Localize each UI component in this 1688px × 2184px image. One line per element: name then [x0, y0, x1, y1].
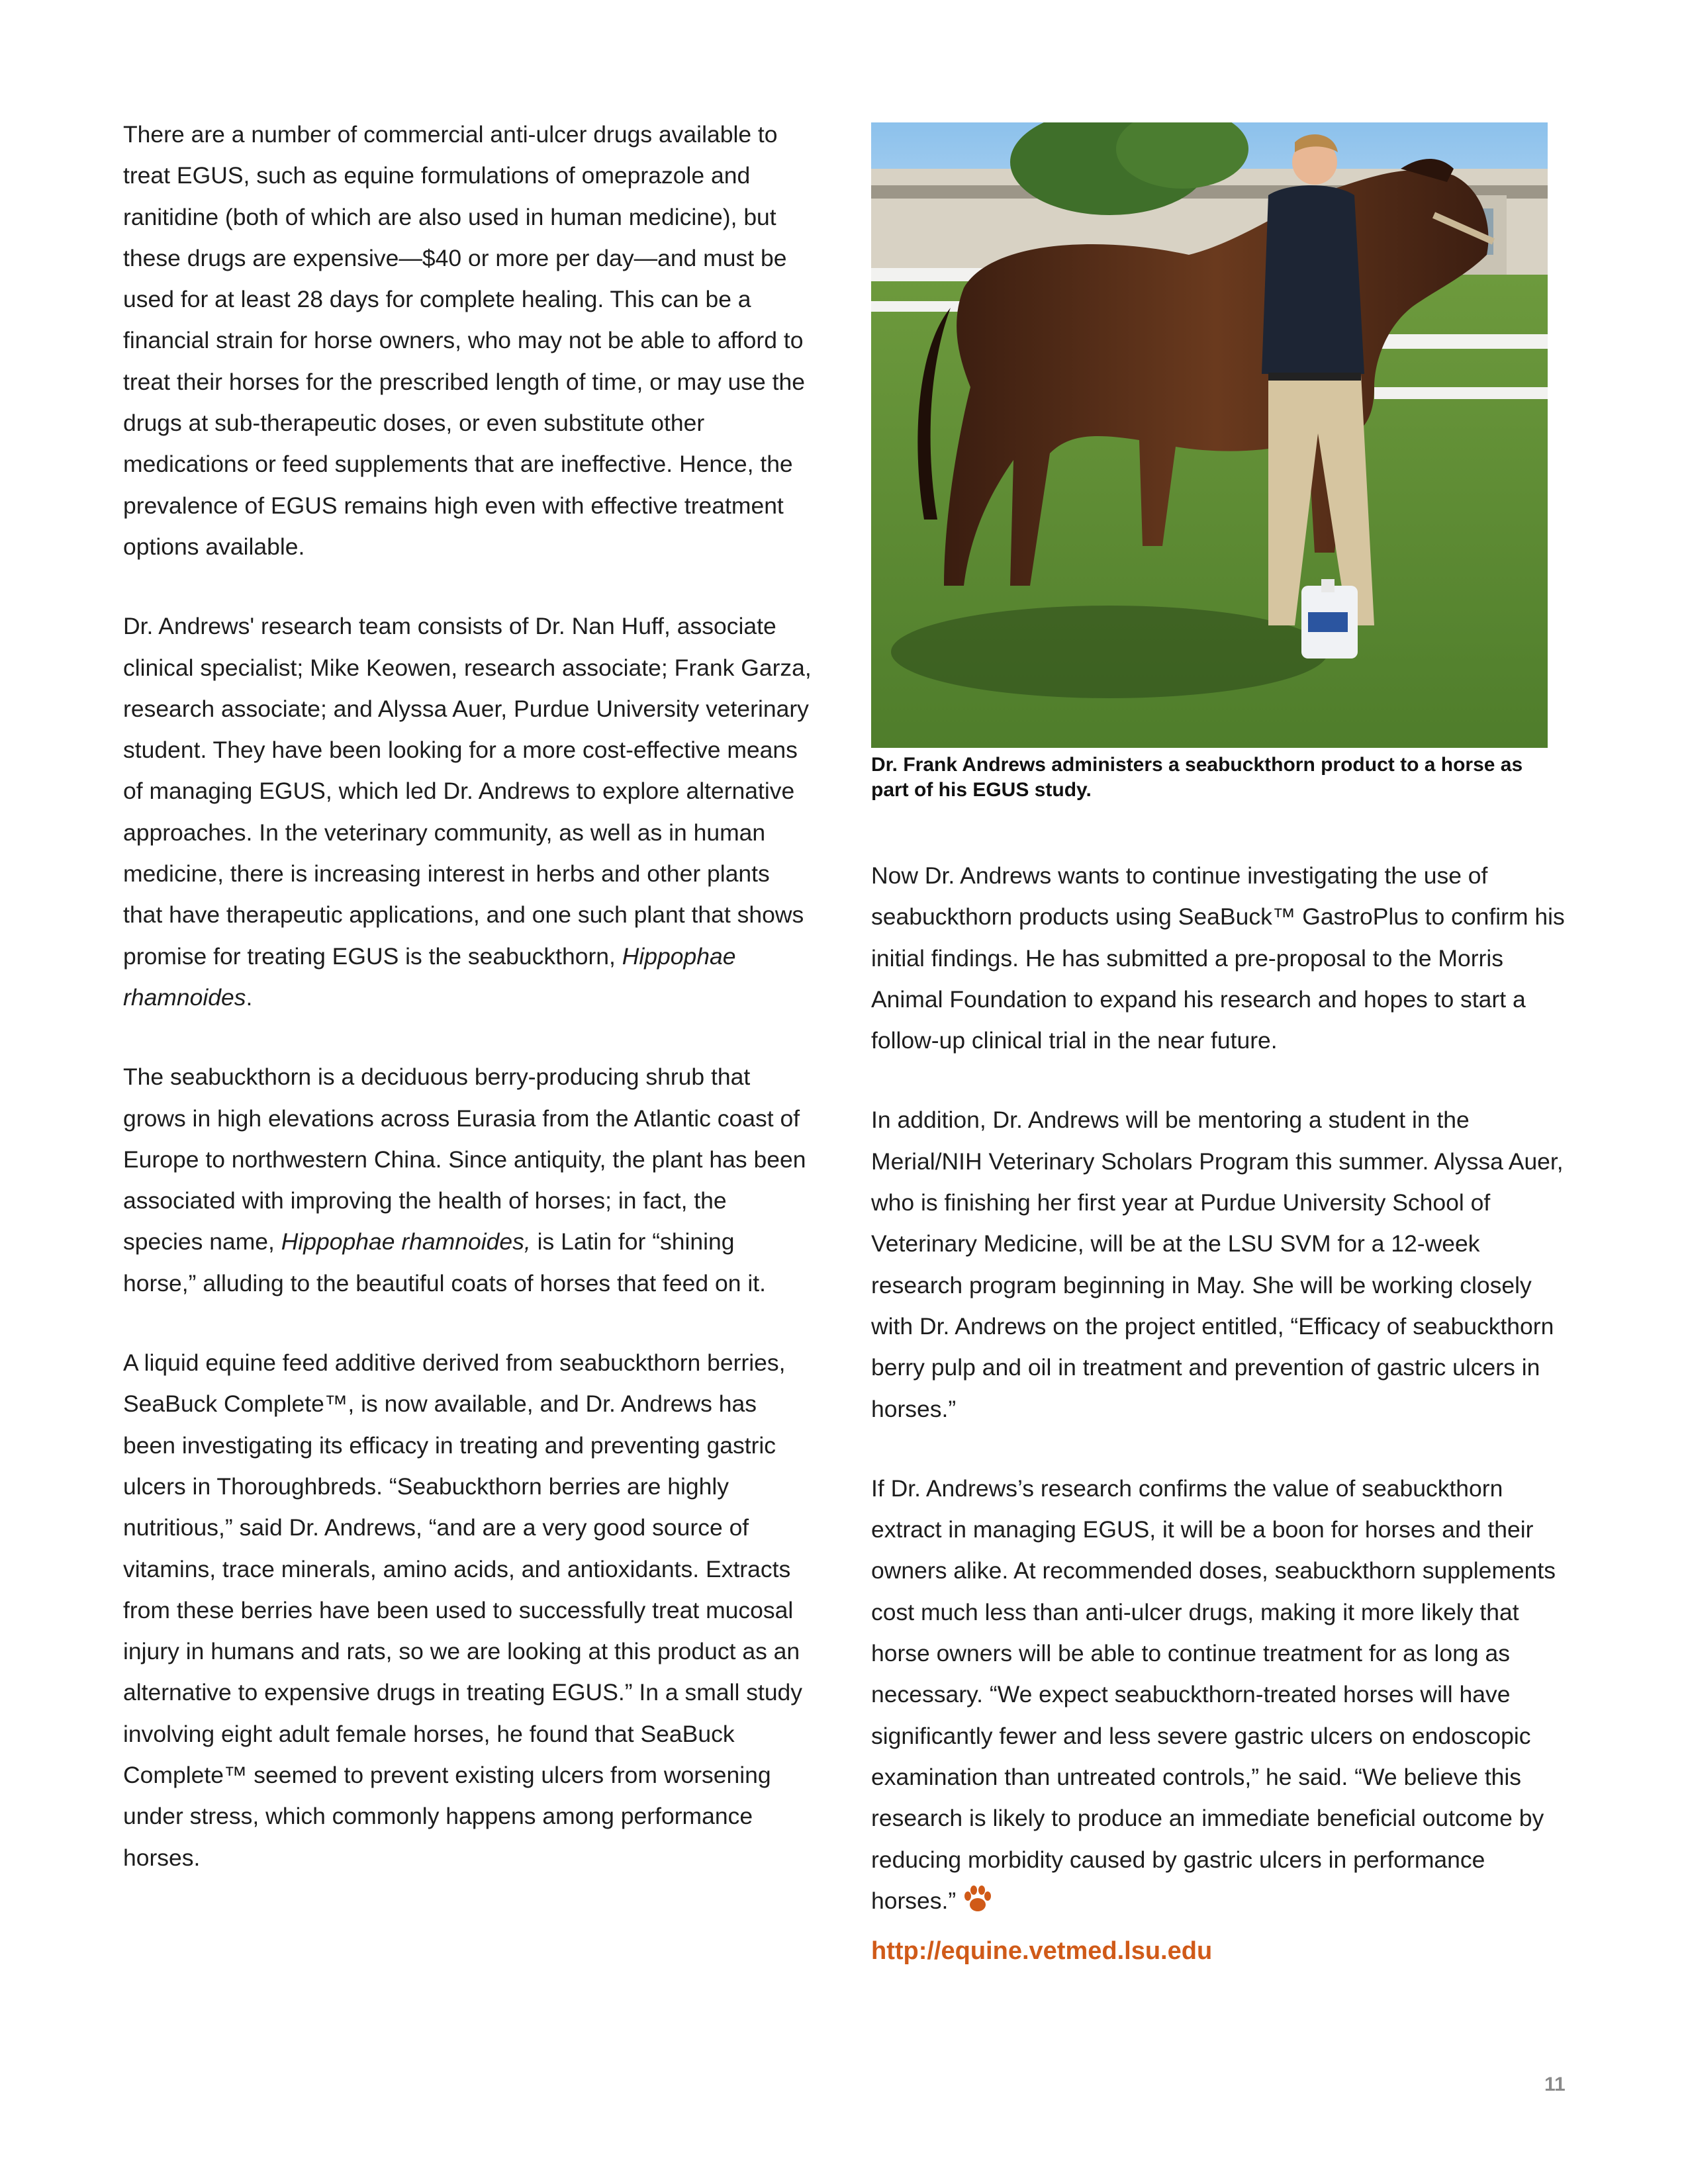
page-number: 11: [1544, 2073, 1566, 2095]
website-link[interactable]: http://equine.vetmed.lsu.edu: [871, 1937, 1213, 1966]
left-column: [123, 114, 812, 1878]
paragraph-mentoring: In addition, Dr. Andrews will be mentoring a student in the Merial/NIH Veterinary Scholars Program this summer. Alyssa Auer, who is finishing her first year at Purdue University School of Veterinary Medicine, will be at the LSU SVM for a 12-week research program beginning in May. She will be working closely with Dr. Andrews on the project entitled, “Efficacy of seabuckthorn berry pulp and oil in treatment and prevention of gastric ulcers in horses.”: [871, 1107, 1564, 1422]
paragraph-research-team: [123, 606, 812, 1018]
paragraph-conclusion: [871, 1468, 1566, 1925]
paragraph-seabuckthorn: [123, 1056, 812, 1304]
paragraph-feed-additive: A liquid equine feed additive derived from seabuckthorn berries, SeaBuck Complete™, is now available, and Dr. Andrews has been investigating its efficacy in treating and preventing gastric ulcers in Thoroughbreds. “Seabuckthorn berries are highly nutritious,” said Dr. Andrews, “and are a very good source of vitamins, trace minerals, amino acids, and antioxidants. Extracts from these berries have been used to successfully treat mucosal injury in humans and rats, so we are looking at this product as an alternative to expensive drugs in treating EGUS.” In a small study involving eight adult female horses, he found that SeaBuck Complete™ seemed to prevent existing ulcers from worsening under stress, which commonly happens among performance horses.: [123, 1349, 803, 1871]
species-name-2: Hippophae rhamnoides,: [281, 1228, 531, 1255]
paw-print-icon: [962, 1884, 993, 1925]
photo-caption: Dr. Frank Andrews administers a seabuckthorn product to a horse as part of his EGUS study.: [871, 754, 1523, 801]
horse-photo: [871, 122, 1548, 748]
species-name: Hippophae rhamnoides: [123, 942, 736, 1011]
seabuckthorn-text: The seabuckthorn is a deciduous berry-producing shrub that grows in high elevations across Eurasia from the Atlantic coast of Europe to northwestern China. Since antiquity, the plant has been associated with improving the health of horses; in fact, the species name,: [123, 1064, 806, 1255]
paragraph-continue-research: Now Dr. Andrews wants to continue investigating the use of seabuckthorn products using SeaBuck™ GastroPlus to confirm his initial findings. He has submitted a pre-proposal to the Morris Animal Foundation to expand his research and hopes to start a follow-up clinical trial in the near future.: [871, 862, 1565, 1054]
conclusion-text: If Dr. Andrews’s research confirms the value of seabuckthorn extract in managing EGUS, it will be a boon for horses and their owners alike. At recommended doses, seabuckthorn supplements cost much less than anti-ulcer drugs, making it more likely that horse owners will be able to continue treatment for as long as necessary. “We expect seabuckthorn-treated horses will have significantly fewer and less severe gastric ulcers on endoscopic examination than untreated controls,” he said. “We believe this research is likely to produce an immediate beneficial outcome by reducing morbidity caused by gastric ulcers in performance horses.”: [871, 1475, 1556, 1914]
sentence-end: .: [246, 983, 253, 1011]
seabuckthorn-text-2: is Latin for “shining horse,” alluding to the beautiful coats of horses that feed on it.: [123, 1228, 766, 1297]
research-team-text: Dr. Andrews' research team consists of Dr. Nan Huff, associate clinical specialist; Mike Keowen, research associate; Frank Garza, research associate; and Alyssa Auer, Purdue University veterinary student. They have been looking for a more cost-effective means of managing EGUS, which led Dr. Andrews to explore alternative approaches. In the veterinary community, as well as in human medicine, there is increasing interest in herbs and other plants that have therapeutic applications, and one such plant that shows promise for treating EGUS is the seabuckthorn,: [123, 613, 812, 970]
paragraph-drug-cost: There are a number of commercial anti-ulcer drugs available to treat EGUS, such as equine formulations of omeprazole and ranitidine (both of which are also used in human medicine), but these drugs are expensive—$40 or more per day—and must be used for at least 28 days for complete healing. This can be a financial strain for horse owners, who may not be able to afford to treat their horses for the prescribed length of time, or may use the drugs at sub-therapeutic doses, or even substitute other medications or feed supplements that are ineffective. Hence, the prevalence of EGUS remains high even with effective treatment options available.: [123, 121, 806, 560]
right-column: [871, 855, 1566, 1966]
